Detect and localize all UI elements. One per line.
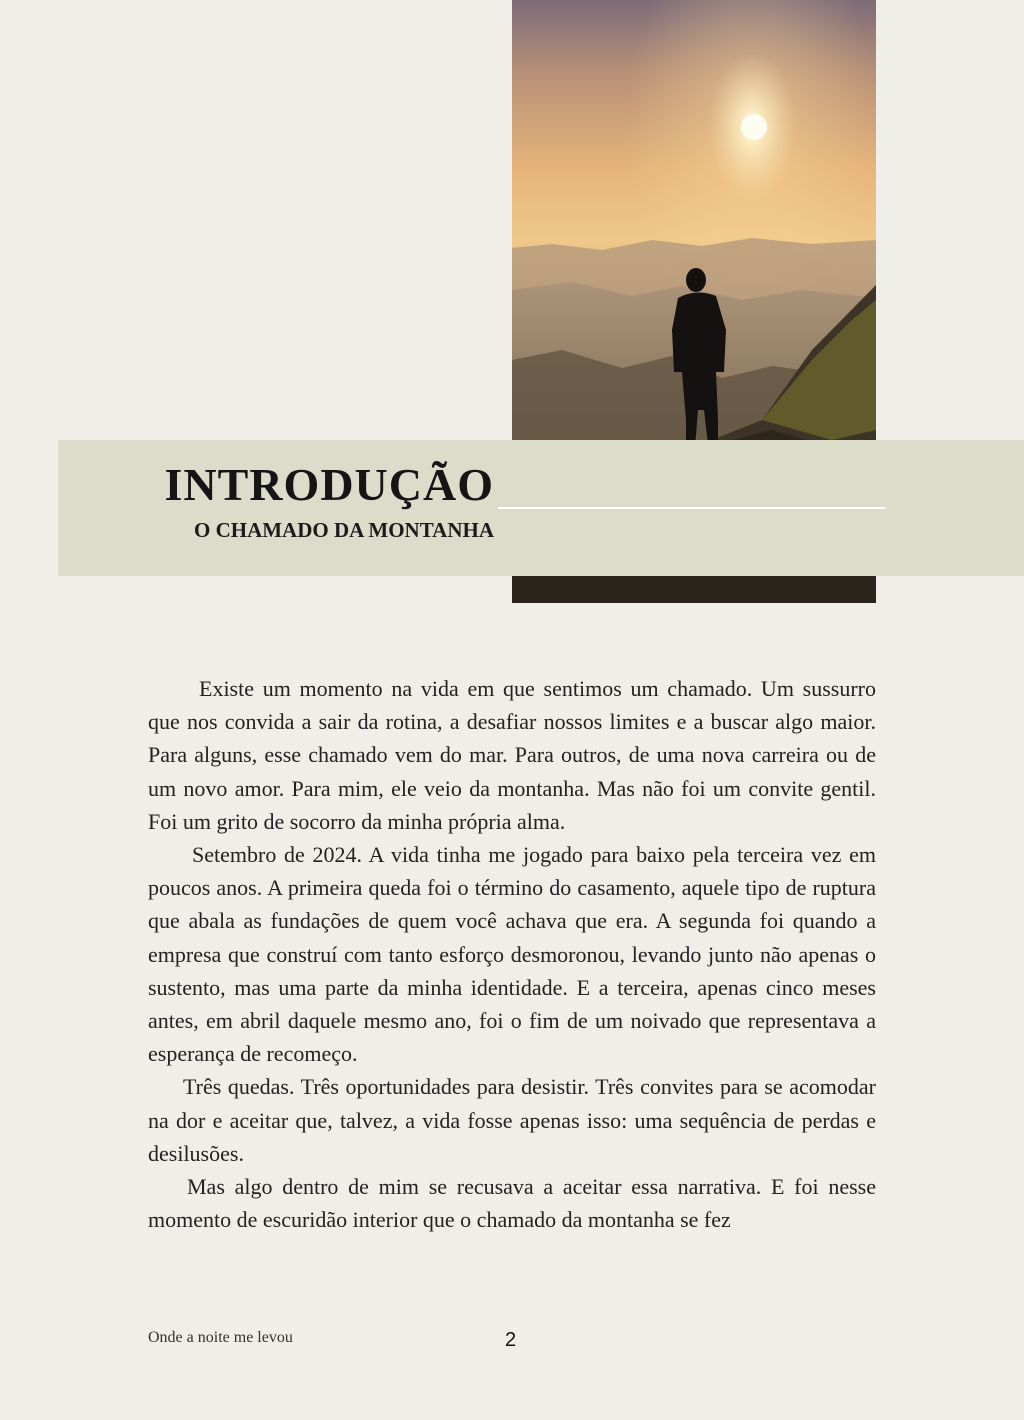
chapter-subtitle: O CHAMADO DA MONTANHA: [193, 518, 494, 542]
chapter-body: [148, 672, 876, 1236]
page-number: 2: [505, 1329, 517, 1351]
sun: [741, 114, 767, 140]
paragraph: Mas algo dentro de mim se recusava a aceitar essa narrativa. E foi nesse momento de escuridão interior que o chamado da montanha se fez: [148, 1174, 876, 1233]
title-divider-line: [498, 507, 885, 509]
photo-bottom-strip: [512, 576, 876, 603]
paragraph: Três quedas. Três oportunidades para desistir. Três convites para se acomodar na dor e aceitar que, talvez, a vida fosse apenas isso: uma sequência de perdas e desilusões.: [148, 1074, 876, 1166]
chapter-title: INTRODUÇÃO: [164, 459, 494, 510]
paragraph: Existe um momento na vida em que sentimos um chamado. Um sussurro que nos convida a sair da rotina, a desafiar nossos limites e a buscar algo maior. Para alguns, esse chamado vem do mar. Para outros, de uma nova carreira ou de um novo amor. Para mim, ele veio da montanha. Mas não foi um convite gentil. Foi um grito de socorro da minha própria alma.: [148, 676, 876, 834]
footer-book-title: Onde a noite me levou: [148, 1329, 293, 1346]
paragraph: Setembro de 2024. A vida tinha me jogado para baixo pela terceira vez em poucos anos. A primeira queda foi o término do casamento, aquele tipo de ruptura que abala as fundações de quem você achava que era. A segunda foi quando a empresa que construí com tanto esforço desmoronou, levando junto não apenas o sustento, mas uma parte da minha identidade. E a terceira, apenas cinco meses antes, em abril daquele mesmo ano, foi o fim de um noivado que representava a esperança de recomeço.: [148, 842, 876, 1067]
